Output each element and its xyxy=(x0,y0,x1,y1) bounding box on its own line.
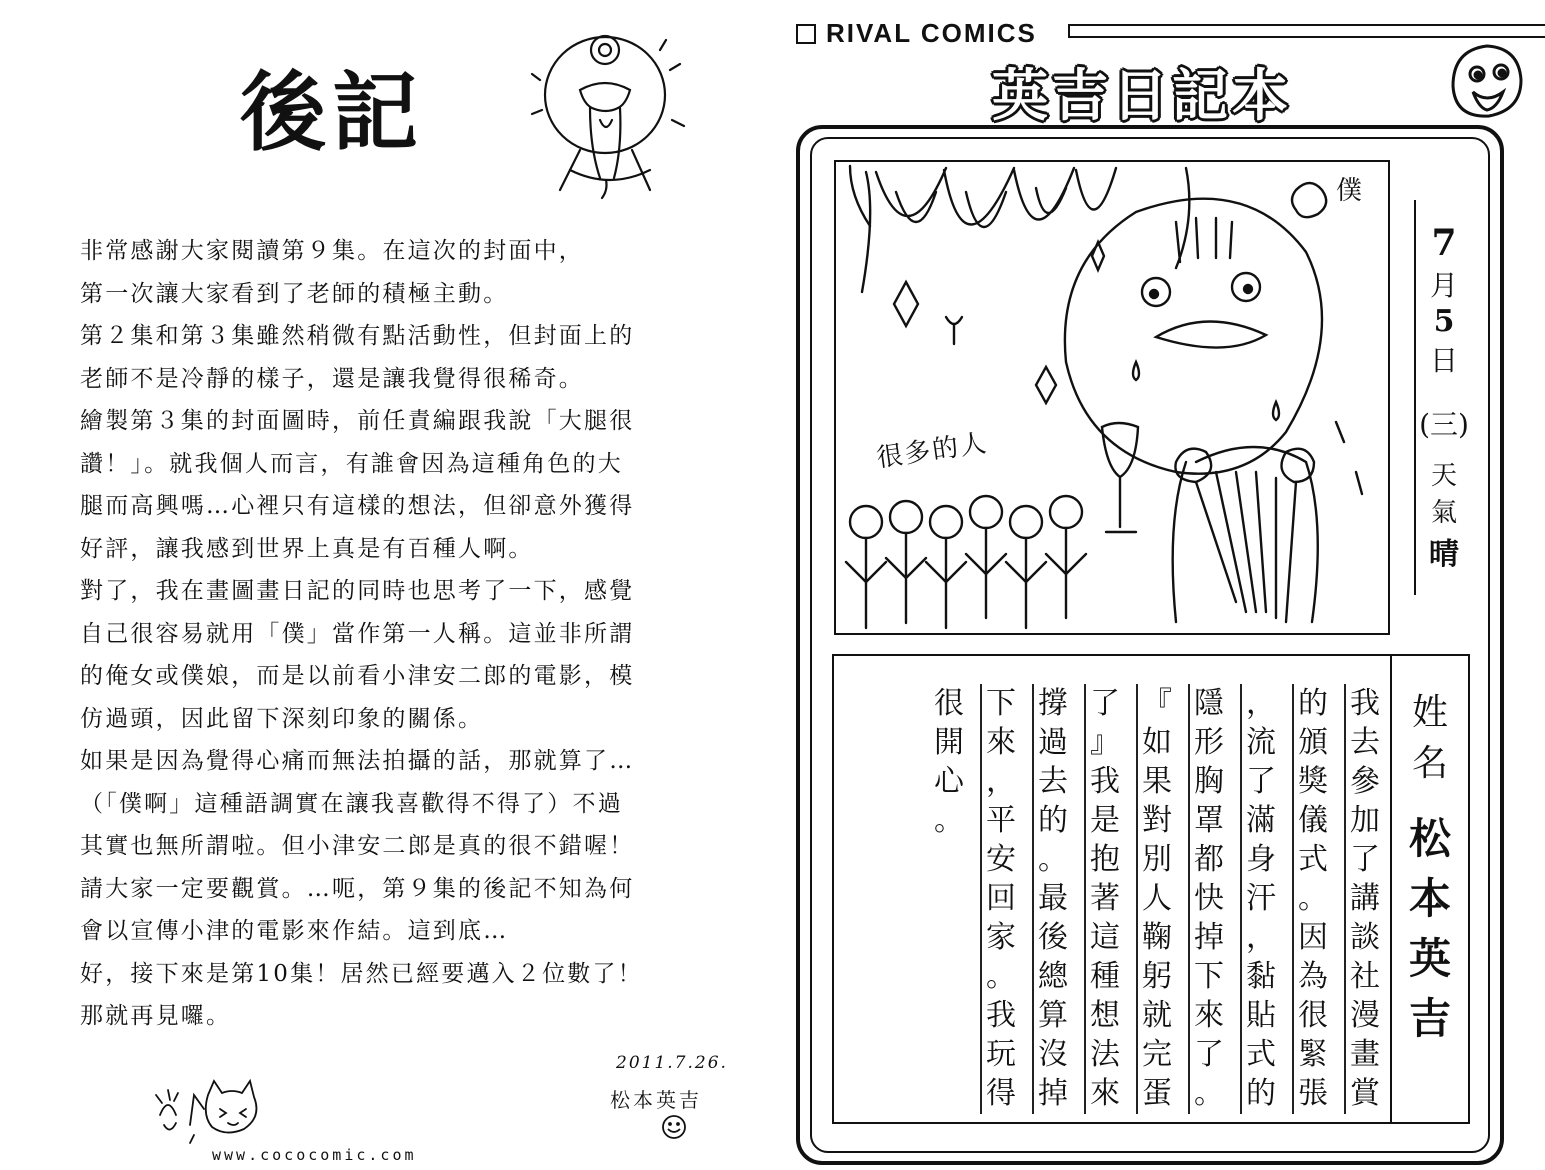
afterword-line: 的俺女或僕娘，而是以前看小津安二郎的電影，模 xyxy=(80,663,635,689)
award-ceremony-drawing xyxy=(836,162,1390,635)
afterword-line: 繪製第３集的封面圖時，前任責編跟我說「大腿很 xyxy=(80,408,635,434)
diary-char: 貼 xyxy=(1246,998,1276,1033)
diary-char: 緊 xyxy=(1298,1037,1328,1072)
diary-char: 平 xyxy=(986,803,1016,838)
diary-char: 下 xyxy=(986,686,1016,721)
signature-name: 松本英吉 xyxy=(610,1088,702,1112)
afterword-line: 自己很容易就用「僕」當作第一人稱。這並非所謂 xyxy=(80,620,635,647)
weather-label: 天 xyxy=(1430,461,1457,491)
afterword-line: 請大家一定要觀賞。…呃，第９集的後記不知為何 xyxy=(80,875,635,902)
smiley-icon xyxy=(661,1114,687,1140)
diary-char: 人 xyxy=(1142,881,1172,916)
mascot-doodle-icon xyxy=(520,20,700,210)
diary-column xyxy=(1292,684,1332,1114)
diary-char: 獎 xyxy=(1298,764,1328,799)
date-weekday: (三) xyxy=(1419,408,1469,441)
diary-char: 式 xyxy=(1298,842,1328,877)
afterword-title: 後記 xyxy=(240,63,424,163)
diary-char: 『 xyxy=(1142,686,1172,721)
author-name-char: 本 xyxy=(1408,874,1451,923)
diary-char: 黏 xyxy=(1246,959,1276,994)
diary-char: 很 xyxy=(1298,998,1328,1033)
afterword-line: 好評，讓我感到世界上真是有百種人啊。 xyxy=(80,535,534,562)
diary-char: 都 xyxy=(1194,842,1224,877)
diary-char: 開 xyxy=(934,725,964,760)
diary-char: 來 xyxy=(1090,1076,1120,1111)
diary-char: 著 xyxy=(1090,881,1120,916)
diary-char: 滿 xyxy=(1246,803,1276,838)
afterword-line: 讚！」。就我個人而言，有誰會因為這種角色的大 xyxy=(80,450,623,477)
diary-char: 下 xyxy=(1194,959,1224,994)
diary-char: ， xyxy=(1246,686,1276,721)
diary-char: ， xyxy=(1246,920,1276,955)
left-page-afterword xyxy=(0,0,772,1170)
diary-char: 法 xyxy=(1090,1037,1120,1072)
diary-char: 去 xyxy=(1038,764,1068,799)
diary-char: 家 xyxy=(986,920,1016,955)
diary-char: 果 xyxy=(1142,764,1172,799)
diary-char: 沒 xyxy=(1038,1037,1068,1072)
diary-column xyxy=(1240,684,1280,1114)
drawing-label-self: 僕 xyxy=(1336,176,1363,206)
drawing-label-crowd: 很多的人 xyxy=(874,428,990,474)
diary-char: 的 xyxy=(1246,1076,1276,1111)
diary-char: 社 xyxy=(1350,959,1380,994)
face-mascot-icon xyxy=(1447,40,1527,120)
diary-name-column xyxy=(1390,656,1468,1122)
diary-char: 快 xyxy=(1194,881,1224,916)
weather-value: 晴 xyxy=(1429,537,1459,572)
afterword-line: 老師不是冷靜的樣子，還是讓我覺得很稀奇。 xyxy=(80,365,584,392)
cats-doodle-icon xyxy=(150,1075,260,1145)
diary-char: 我 xyxy=(1350,686,1380,721)
diary-char: 漫 xyxy=(1350,998,1380,1033)
diary-char: 賞 xyxy=(1350,1076,1380,1111)
afterword-line: 仿過頭，因此留下深刻印象的關係。 xyxy=(80,705,484,732)
diary-char: 流 xyxy=(1246,725,1276,760)
diary-char: 掉 xyxy=(1038,1076,1068,1111)
diary-char: 躬 xyxy=(1142,959,1172,994)
diary-column xyxy=(1136,684,1176,1114)
diary-char: 。 xyxy=(1298,881,1328,916)
diary-char: 頒 xyxy=(1298,725,1328,760)
date-day-label: 日 xyxy=(1429,344,1458,377)
diary-char: 掉 xyxy=(1194,920,1224,955)
diary-char: 過 xyxy=(1038,725,1068,760)
diary-char: 來 xyxy=(986,725,1016,760)
diary-char: 罩 xyxy=(1194,803,1224,838)
header-rule xyxy=(1068,24,1545,38)
signature-date: 2011.7.26. xyxy=(616,1053,728,1073)
diary-char: 我 xyxy=(1090,764,1120,799)
diary-column xyxy=(980,684,1020,1114)
diary-char: 鞠 xyxy=(1142,920,1172,955)
diary-char: 因 xyxy=(1298,920,1328,955)
diary-char: 總 xyxy=(1038,959,1068,994)
name-label: 名 xyxy=(1411,743,1448,784)
diary-char: 。 xyxy=(1194,1076,1224,1111)
diary-char: 對 xyxy=(1142,803,1172,838)
name-label: 姓 xyxy=(1411,692,1448,733)
diary-column xyxy=(1084,684,1124,1114)
diary-char: 為 xyxy=(1298,959,1328,994)
diary-char: 談 xyxy=(1350,920,1380,955)
author-name-char: 吉 xyxy=(1408,994,1451,1043)
diary-char: 抱 xyxy=(1090,842,1120,877)
diary-title: 英吉日記本 xyxy=(992,64,1292,129)
diary-char: 心 xyxy=(934,764,964,799)
diary-char: 形 xyxy=(1194,725,1224,760)
afterword-line: （「僕啊」這種語調實在讓我喜歡得不得了）不過 xyxy=(80,790,623,817)
diary-char: 後 xyxy=(1038,920,1068,955)
date-month-number: 7 xyxy=(1431,222,1457,264)
afterword-line: 好，接下來是第10集！居然已經要邁入２位數了！ xyxy=(80,960,643,987)
diary-char: 胸 xyxy=(1194,764,1224,799)
diary-char: 撐 xyxy=(1038,686,1068,721)
diary-char: 我 xyxy=(986,998,1016,1033)
diary-char: 』 xyxy=(1090,725,1120,760)
diary-date-column xyxy=(1414,200,1472,595)
diary-column xyxy=(1032,684,1072,1114)
diary-char: 來 xyxy=(1194,998,1224,1033)
diary-char: 得 xyxy=(986,1076,1016,1111)
diary-entry-text xyxy=(930,684,1384,1114)
afterword-line: 非常感謝大家閱讀第９集。在這次的封面中， xyxy=(80,238,584,264)
diary-char: 這 xyxy=(1090,920,1120,955)
diary-char: 想 xyxy=(1090,998,1120,1033)
diary-char: 就 xyxy=(1142,998,1172,1033)
afterword-line: 腿而高興嗎…心裡只有這樣的想法，但卻意外獲得 xyxy=(80,493,635,519)
right-page-diary xyxy=(772,0,1545,1170)
diary-char: 。 xyxy=(934,803,964,838)
diary-char: 參 xyxy=(1350,764,1380,799)
diary-char: 隱 xyxy=(1194,686,1224,721)
diary-char: 很 xyxy=(934,686,964,721)
diary-char: 汗 xyxy=(1246,881,1276,916)
diary-column xyxy=(1188,684,1228,1114)
series-square-icon xyxy=(796,24,816,44)
diary-char: 。 xyxy=(1038,842,1068,877)
diary-char: 最 xyxy=(1038,881,1068,916)
diary-char: 畫 xyxy=(1350,1037,1380,1072)
afterword-line: 那就再見囉。 xyxy=(80,1003,232,1029)
afterword-line: 第一次讓大家看到了老師的積極主動。 xyxy=(80,280,509,307)
weather-label: 氣 xyxy=(1430,498,1457,528)
diary-char: 如 xyxy=(1142,725,1172,760)
diary-char: 算 xyxy=(1038,998,1068,1033)
diary-char: 安 xyxy=(986,842,1016,877)
afterword-line: 如果是因為覺得心痛而無法拍攝的話，那就算了… xyxy=(80,748,635,774)
series-name: RIVAL COMICS xyxy=(826,18,1037,48)
series-header xyxy=(796,18,1504,50)
diary-char: 的 xyxy=(1298,686,1328,721)
diary-char: 張 xyxy=(1298,1076,1328,1111)
author-name-char: 英 xyxy=(1408,934,1451,983)
diary-char: 蛋 xyxy=(1142,1076,1172,1111)
afterword-line: 對了，我在畫圖畫日記的同時也思考了一下，感覺 xyxy=(80,578,635,604)
date-day-number: 5 xyxy=(1433,304,1455,339)
date-month-label: 月 xyxy=(1429,269,1458,302)
diary-char: 了 xyxy=(1246,764,1276,799)
diary-char: 玩 xyxy=(986,1037,1016,1072)
diary-char: 完 xyxy=(1142,1037,1172,1072)
diary-column xyxy=(1344,684,1384,1114)
diary-column xyxy=(930,684,968,1114)
diary-char: 講 xyxy=(1350,881,1380,916)
diary-char: 的 xyxy=(1038,803,1068,838)
diary-char: 去 xyxy=(1350,725,1380,760)
afterword-line: 第２集和第３集雖然稍微有點活動性，但封面上的 xyxy=(80,323,635,349)
diary-char: 別 xyxy=(1142,842,1172,877)
diary-char: 了 xyxy=(1350,842,1380,877)
diary-char: 種 xyxy=(1090,959,1120,994)
diary-char: 。 xyxy=(986,959,1016,994)
afterword-body xyxy=(80,230,720,1038)
diary-text-panel xyxy=(832,654,1470,1124)
website-watermark: www.cococomic.com xyxy=(212,1146,417,1164)
diary-char: 是 xyxy=(1090,803,1120,838)
diary-char: ， xyxy=(986,764,1016,799)
author-name-char: 松 xyxy=(1408,814,1451,863)
diary-char: 式 xyxy=(1246,1037,1276,1072)
diary-char: 了 xyxy=(1090,686,1120,721)
afterword-line: 其實也無所謂啦。但小津安二郎是真的很不錯喔！ xyxy=(80,833,635,859)
diary-char: 了 xyxy=(1194,1037,1224,1072)
diary-char: 加 xyxy=(1350,803,1380,838)
diary-char: 身 xyxy=(1246,842,1276,877)
diary-drawing-panel xyxy=(834,160,1390,635)
diary-char: 回 xyxy=(986,881,1016,916)
diary-char: 儀 xyxy=(1298,803,1328,838)
afterword-line: 會以宣傳小津的電影來作結。這到底… xyxy=(80,918,509,944)
